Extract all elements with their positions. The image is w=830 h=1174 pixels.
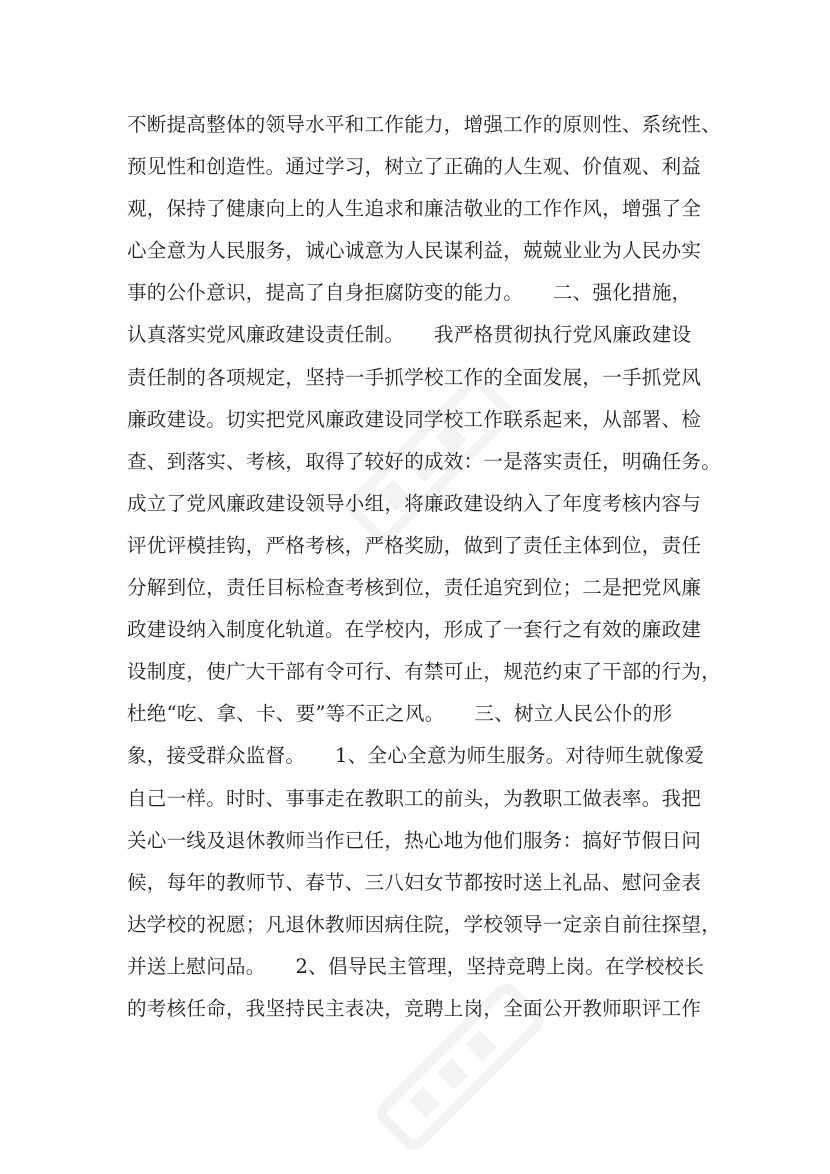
text-line: 查、到落实、考核，取得了较好的成效：一是落实责任，明确任务。 xyxy=(127,449,722,473)
text-line: 预见性和创造性。通过学习，树立了正确的人生观、价值观、利益 xyxy=(127,155,702,179)
text-line: 设制度，使广大干部有令可行、有禁可止，规范约束了干部的行为， xyxy=(127,660,722,684)
text-line: 成立了党风廉政建设领导小组，将廉政建设纳入了年度考核内容与 xyxy=(127,491,702,515)
text-line: 事的公仆意识，提高了自身拒腐防变的能力。 二、强化措施， xyxy=(127,281,692,305)
text-line: 责任制的各项规定，坚持一手抓学校工作的全面发展，一手抓党风 xyxy=(127,365,702,389)
text-line: 分解到位，责任目标检查考核到位，责任追究到位；二是把党风廉 xyxy=(127,576,702,600)
text-line: 象，接受群众监督。 1、全心全意为师生服务。对待师生就像爱 xyxy=(127,744,705,768)
text-line: 不断提高整体的领导水平和工作能力，增强工作的原则性、系统性、 xyxy=(127,113,722,136)
text-line: 关心一线及退休教师当作已任，热心地为他们服务：搞好节假日问 xyxy=(127,828,702,852)
text-line: 政建设纳入制度化轨道。在学校内，形成了一套行之有效的廉政建 xyxy=(127,618,702,642)
text-line: 心全意为人民服务，诚心诚意为人民谋利益，兢兢业业为人民办实 xyxy=(127,239,702,263)
text-line: 观，保持了健康向上的人生追求和廉洁敬业的工作作风，增强了全 xyxy=(127,197,702,221)
text-line: 杜绝“吃、拿、卡、要”等不正之风。 三、树立人民公仆的形 xyxy=(127,702,673,726)
text-line: 的考核任命，我坚持民主表决，竞聘上岗，全面公开教师职评工作 xyxy=(127,996,702,1020)
text-line: 并送上慰问品。 2、倡导民主管理，坚持竞聘上岗。在学校校长 xyxy=(127,954,705,978)
text-line: 自己一样。时时、事事走在教职工的前头，为教职工做表率。我把 xyxy=(127,786,702,810)
text-line: 认真落实党风廉政建设责任制。 我严格贯彻执行党风廉政建设 xyxy=(127,323,692,347)
text-line: 廉政建设。切实把党风廉政建设同学校工作联系起来，从部署、检 xyxy=(127,407,702,431)
body-text xyxy=(127,104,727,1030)
text-line: 候，每年的教师节、春节、三八妇女节都按时送上礼品、慰问金表 xyxy=(127,870,702,894)
text-line: 达学校的祝愿；凡退休教师因病住院，学校领导一定亲自前往探望， xyxy=(127,912,722,936)
text-line: 评优评模挂钩，严格考核，严格奖励，做到了责任主体到位，责任 xyxy=(127,533,702,557)
